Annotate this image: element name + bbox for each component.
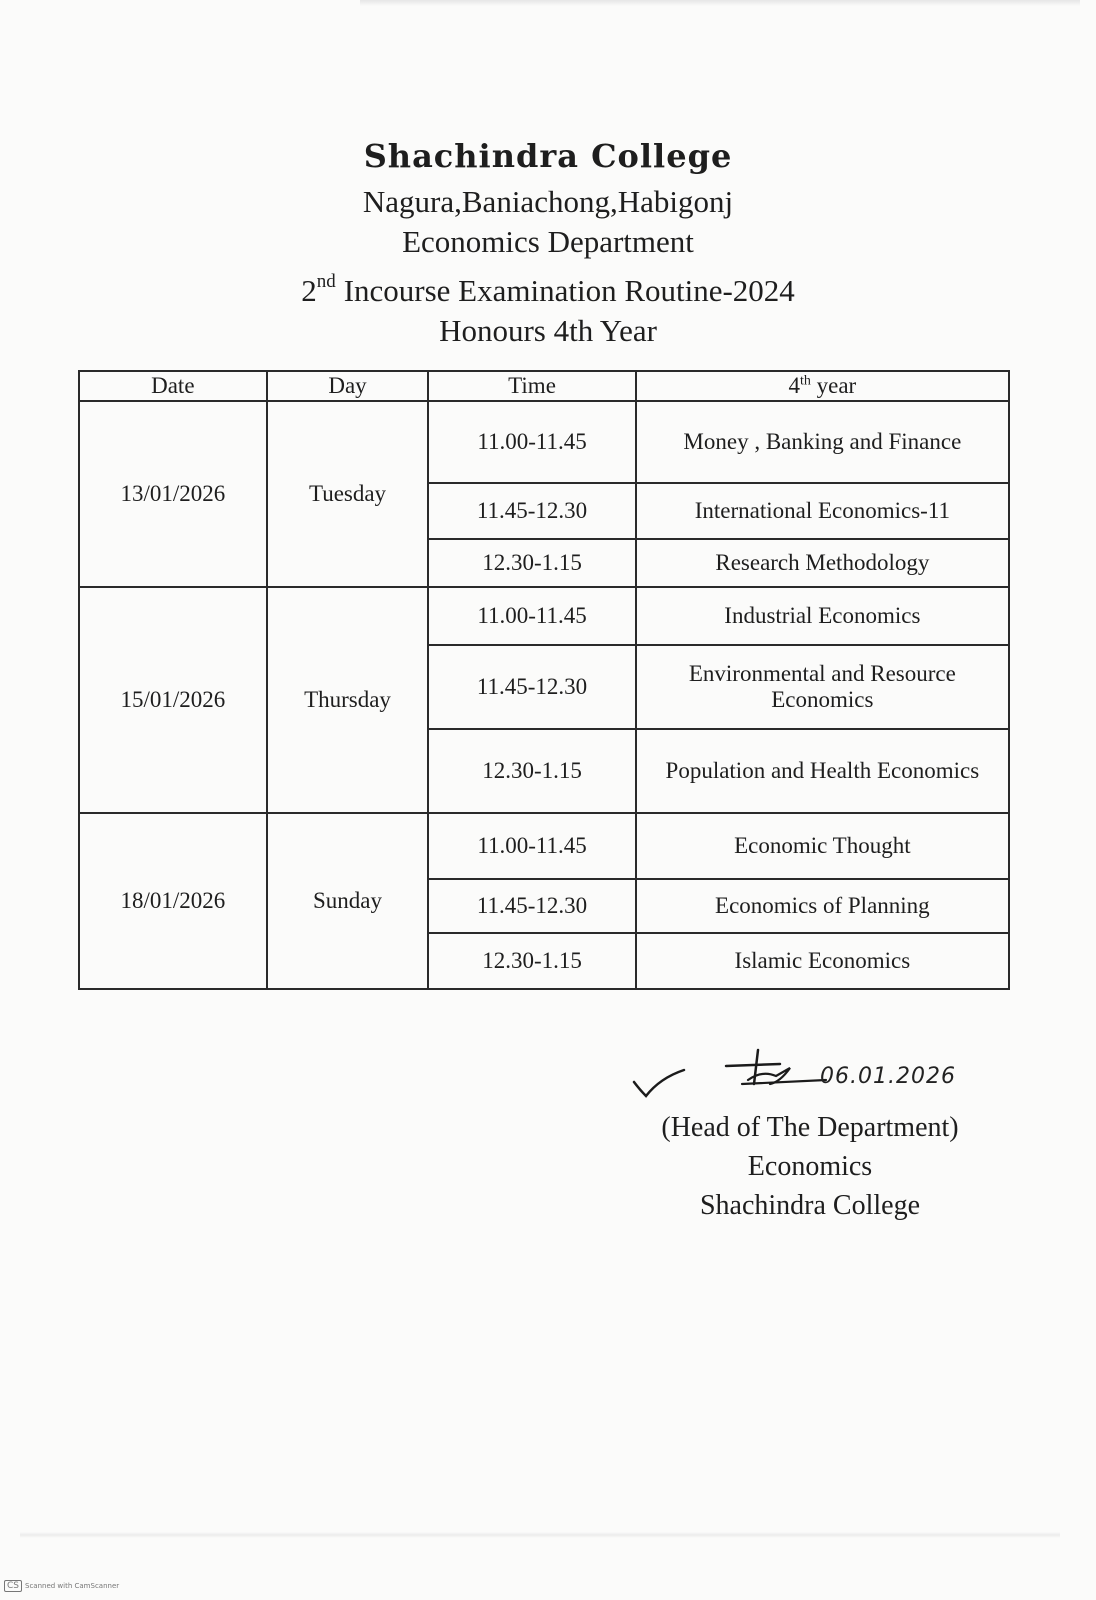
header-time: Time — [428, 371, 635, 401]
day-cell: Sunday — [267, 813, 429, 989]
header-year — [636, 371, 1009, 401]
header-year-word: year — [816, 373, 857, 398]
date-cell: 15/01/2026 — [79, 587, 267, 813]
exam-ordinal-suffix: nd — [316, 271, 336, 292]
subject-cell: Economic Thought — [636, 813, 1009, 879]
exam-routine-table — [78, 370, 1010, 990]
header-day: Day — [267, 371, 429, 401]
time-cell: 12.30-1.15 — [428, 539, 635, 587]
signatory-details — [620, 1108, 1000, 1225]
scan-shadow-bottom — [20, 1532, 1060, 1538]
table-row — [79, 813, 1009, 879]
time-cell: 11.45-12.30 — [428, 483, 635, 539]
table-header-row — [79, 371, 1009, 401]
table-row — [79, 401, 1009, 483]
college-address: Nagura,Baniachong,Habigonj — [362, 184, 734, 219]
time-cell: 11.00-11.45 — [428, 813, 635, 879]
time-cell: 11.00-11.45 — [428, 401, 635, 483]
time-cell: 11.00-11.45 — [428, 587, 635, 645]
scanner-text: Scanned with CamScanner — [25, 1582, 120, 1590]
time-cell: 12.30-1.15 — [428, 729, 635, 813]
date-cell: 18/01/2026 — [79, 813, 267, 989]
subject-cell: Population and Health Economics — [636, 729, 1009, 813]
time-cell: 11.45-12.30 — [428, 879, 635, 933]
subject-cell: Research Methodology — [636, 539, 1009, 587]
subject-cell: Money , Banking and Finance — [636, 401, 1009, 483]
document-header — [0, 130, 1096, 351]
program-name: Honours 4th Year — [439, 313, 657, 348]
subject-cell: Industrial Economics — [636, 587, 1009, 645]
signatory-college: Shachindra College — [699, 1190, 921, 1221]
time-cell: 11.45-12.30 — [428, 645, 635, 729]
date-cell: 13/01/2026 — [79, 401, 267, 587]
signatory-role: (Head of The Department) — [661, 1112, 959, 1143]
signatory-department: Economics — [747, 1151, 873, 1182]
subject-cell: International Economics-11 — [636, 483, 1009, 539]
exam-title: Incourse Examination Routine-2024 — [343, 273, 795, 308]
college-name: Shachindra College — [363, 137, 733, 175]
header-year-number: 4 — [788, 373, 800, 398]
exam-title-line — [0, 262, 1096, 311]
time-cell: 12.30-1.15 — [428, 933, 635, 989]
header-date: Date — [79, 371, 267, 401]
department-name: Economics Department — [402, 224, 694, 259]
subject-cell: Economics of Planning — [636, 879, 1009, 933]
signature-date: 06.01.2026 — [820, 1064, 956, 1089]
camscanner-icon: CS — [4, 1580, 22, 1592]
scanner-watermark — [4, 1580, 119, 1592]
day-cell: Thursday — [267, 587, 429, 813]
subject-cell: Islamic Economics — [636, 933, 1009, 989]
table-row — [79, 587, 1009, 645]
subject-cell: Environmental and Resource Economics — [636, 645, 1009, 729]
handwritten-signature-icon — [630, 1040, 830, 1100]
exam-ordinal: 2 — [301, 273, 317, 308]
scan-shadow-top — [360, 0, 1080, 6]
day-cell: Tuesday — [267, 401, 429, 587]
header-year-suffix: th — [800, 373, 811, 389]
